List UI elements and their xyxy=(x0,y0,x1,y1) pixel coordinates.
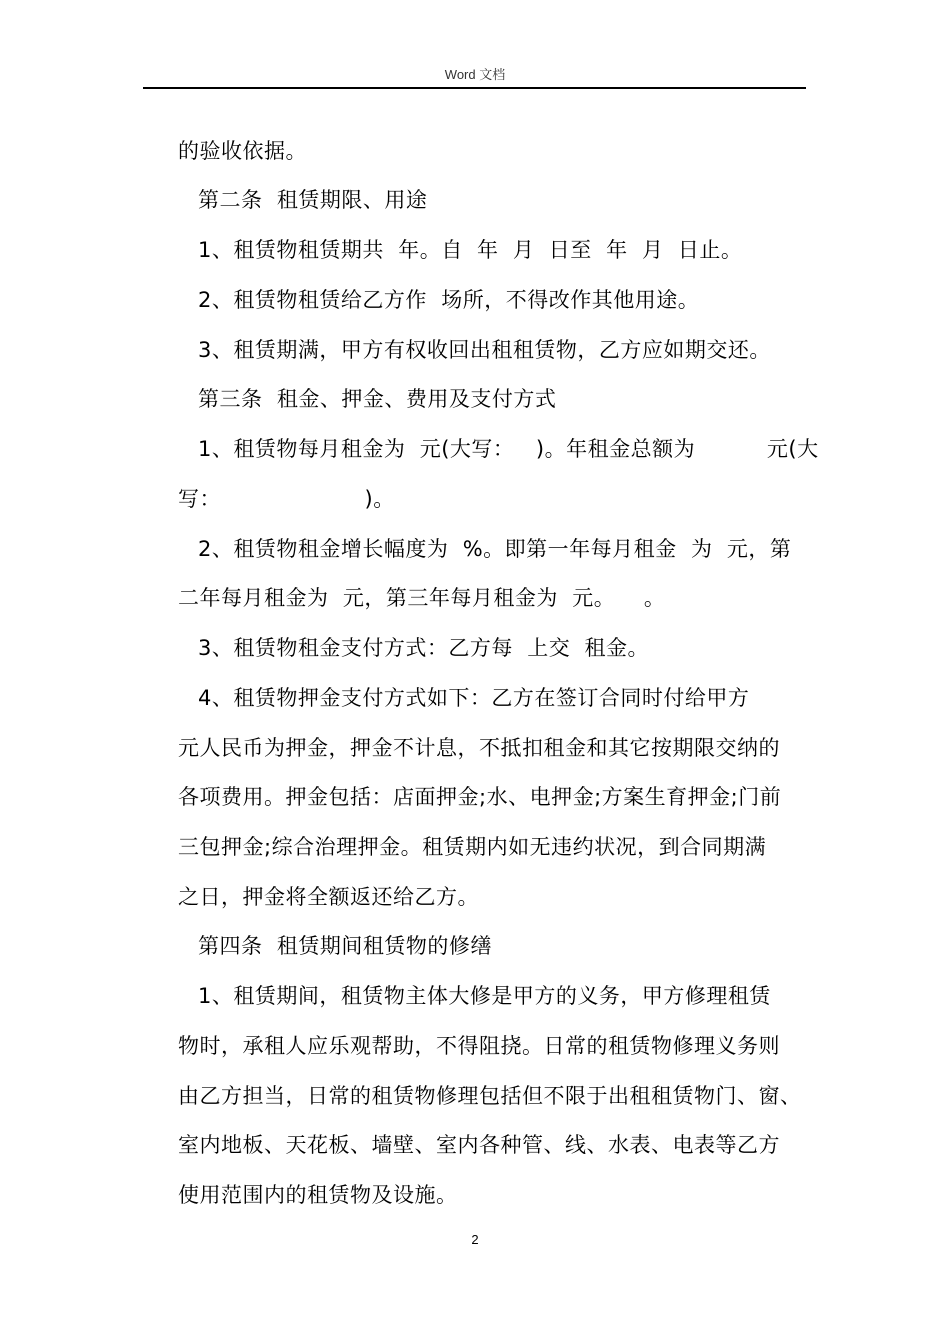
body-line: 1、租赁期间，租赁物主体大修是甲方的义务，甲方修理租赁 xyxy=(198,984,771,1008)
body-line: 2、租赁物租金增长幅度为 %。即第一年每月租金 为 元，第 xyxy=(198,537,792,561)
body-line: 二年每月租金为 元，第三年每月租金为 元。 。 xyxy=(178,586,666,610)
body-line: 3、租赁物租金支付方式：乙方每 上交 租金。 xyxy=(198,636,650,660)
header-title: Word 文档 xyxy=(444,67,506,82)
article-heading: 第三条 租金、押金、费用及支付方式 xyxy=(198,387,557,411)
body-line: 1、租赁物租赁期共 年。自 年 月 日至 年 月 日止。 xyxy=(198,238,743,262)
body-line: 室内地板、天花板、墙壁、室内各种管、线、水表、电表等乙方 xyxy=(178,1133,780,1157)
body-line: 各项费用。押金包括：店面押金;水、电押金;方案生育押金;门前 xyxy=(178,785,782,809)
body-line: 1、租赁物每月租金为 元(大写： )。年租金总额为 元(大 xyxy=(198,437,819,461)
body-line: 由乙方担当，日常的租赁物修理包括但不限于出租租赁物门、窗、 xyxy=(178,1084,802,1108)
body-line: 物时，承租人应乐观帮助，不得阻挠。日常的租赁物修理义务则 xyxy=(178,1034,780,1058)
page-number: 2 xyxy=(471,1232,479,1247)
article-heading: 第四条 租赁期间租赁物的修缮 xyxy=(198,934,492,958)
body-line: 2、租赁物租赁给乙方作 场所，不得改作其他用途。 xyxy=(198,288,700,312)
header-divider xyxy=(143,87,806,89)
article-heading: 第二条 租赁期限、用途 xyxy=(198,188,428,212)
body-line: 3、租赁期满，甲方有权收回出租租赁物，乙方应如期交还。 xyxy=(198,338,771,362)
body-line: 三包押金;综合治理押金。租赁期内如无违约状况，到合同期满 xyxy=(178,835,767,859)
body-line: 使用范围内的租赁物及设施。 xyxy=(178,1183,458,1207)
body-line: 之日，押金将全额返还给乙方。 xyxy=(178,885,479,909)
body-line: 4、租赁物押金支付方式如下：乙方在签订合同时付给甲方 xyxy=(198,686,750,710)
body-line: 元人民币为押金，押金不计息，不抵扣租金和其它按期限交纳的 xyxy=(178,736,780,760)
body-line: 写： )。 xyxy=(178,487,395,511)
body-line: 的验收依据。 xyxy=(178,139,307,163)
